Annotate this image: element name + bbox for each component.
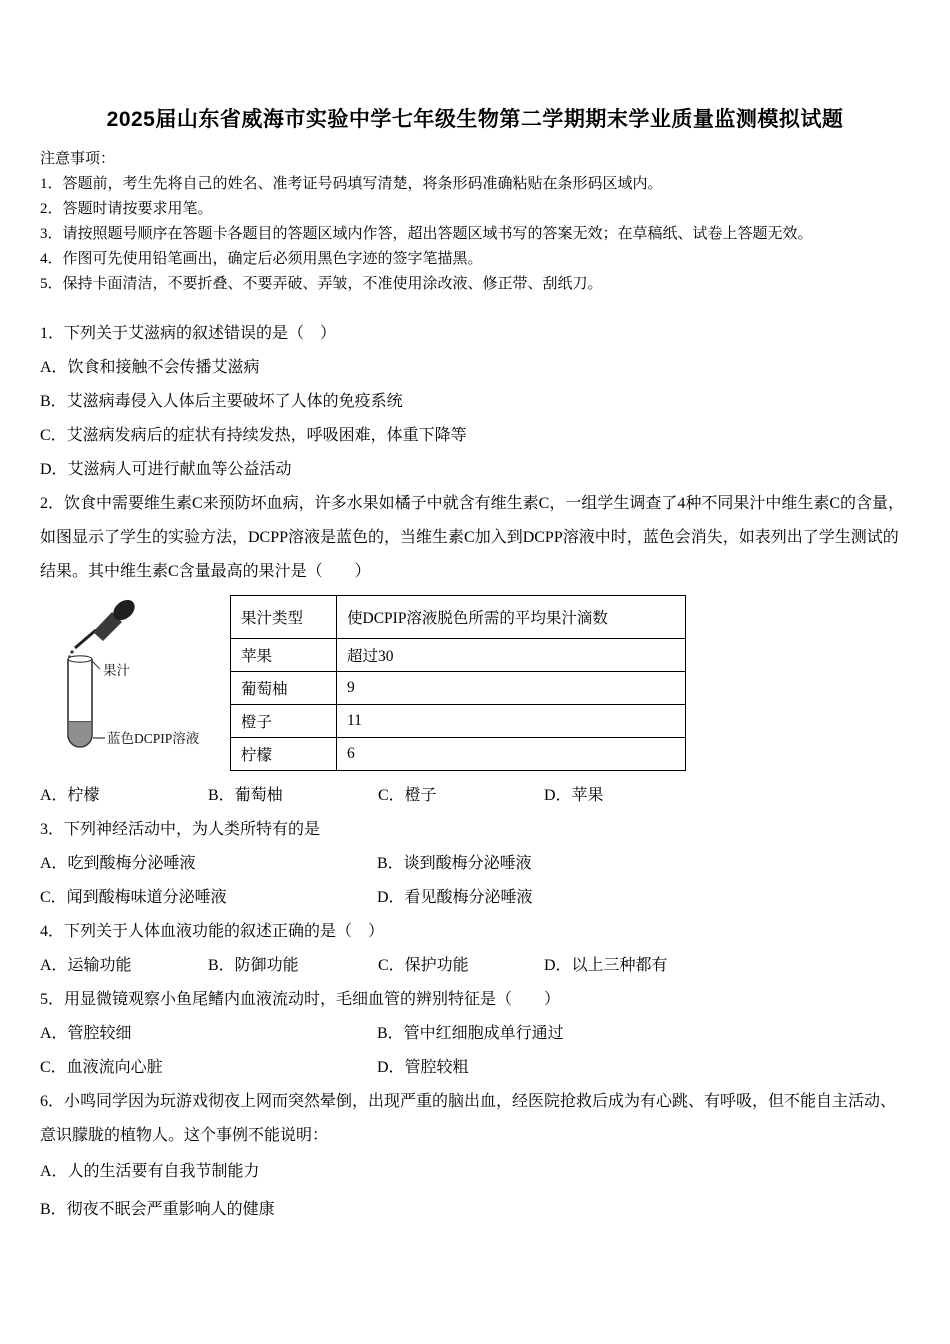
table-cell-drops: 9 — [337, 672, 686, 705]
table-header-row — [231, 596, 686, 639]
option-b: B．艾滋病毒侵入人体后主要破坏了人体的免疫系统 — [40, 393, 403, 410]
page-title: 2025届山东省威海市实验中学七年级生物第二学期期末学业质量监测模拟试题 — [106, 108, 844, 131]
table-header-drops: 使DCPIP溶液脱色所需的平均果汁滴数 — [337, 596, 686, 639]
notice-section — [40, 147, 910, 297]
juice-table — [230, 595, 686, 771]
table-cell-juice: 葡萄柚 — [231, 672, 337, 705]
notice-item: 4．作图可先使用铅笔画出，确定后必须用黑色字迹的签字笔描黑。 — [40, 251, 483, 267]
option-b: B．谈到酸梅分泌唾液 — [377, 855, 532, 872]
option-d: D．艾滋病人可进行献血等公益活动 — [40, 461, 292, 478]
table-cell-drops: 6 — [337, 738, 686, 771]
option-d: D．看见酸梅分泌唾液 — [377, 889, 533, 906]
question-5 — [40, 983, 910, 1085]
question-4 — [40, 915, 910, 983]
option-d: D．管腔较粗 — [377, 1059, 469, 1076]
options-row — [40, 1017, 910, 1085]
test-tube-icon — [68, 656, 92, 747]
table-cell-drops: 11 — [337, 705, 686, 738]
options-row — [40, 779, 910, 813]
table-row — [231, 672, 686, 705]
option-a: A．柠檬 — [40, 787, 100, 804]
question-3 — [40, 813, 910, 915]
option-c: C．血液流向心脏 — [40, 1059, 163, 1076]
option-d: D．以上三种都有 — [544, 957, 668, 974]
option-c: C．闻到酸梅味道分泌唾液 — [40, 889, 227, 906]
option-c: C．橙子 — [378, 787, 437, 804]
option-b: B．彻夜不眠会严重影响人的健康 — [40, 1201, 275, 1218]
option-a: A．人的生活要有自我节制能力 — [40, 1163, 260, 1180]
notice-heading: 注意事项： — [40, 151, 116, 167]
question-6 — [40, 1085, 910, 1229]
test-tube-apparatus-icon — [54, 595, 230, 765]
table-cell-juice: 柠檬 — [231, 738, 337, 771]
table-row — [231, 738, 686, 771]
option-c: C．保护功能 — [378, 957, 469, 974]
table-cell-drops: 超过30 — [337, 639, 686, 672]
notice-item: 5．保持卡面清洁，不要折叠、不要弄破、弄皱，不准使用涂改液、修正带、刮纸刀。 — [40, 276, 603, 292]
option-b: B．葡萄柚 — [208, 787, 283, 804]
question-2 — [40, 487, 910, 813]
table-cell-juice: 橙子 — [231, 705, 337, 738]
table-row — [231, 705, 686, 738]
question-text: 2．饮食中需要维生素C来预防坏血病，许多水果如橘子中就含有维生素C，一组学生调查了4种不同果汁中维生素C的含量，如图显示了学生的实验方法，DCPP溶液是蓝色的，当维生素C加入到DCPP溶液中时，蓝色会消失，如表列出了学生测试的结果。其中维生素C含量最高的果汁是（ ） — [40, 495, 905, 580]
question-text: 1．下列关于艾滋病的叙述错误的是（ ） — [40, 325, 337, 342]
question-list — [40, 317, 910, 1229]
notice-item: 1．答题前，考生先将自己的姓名、准考证号码填写清楚，将条形码准确粘贴在条形码区域内。 — [40, 176, 663, 192]
question-1 — [40, 317, 910, 487]
question-text: 4．下列关于人体血液功能的叙述正确的是（ ） — [40, 923, 385, 940]
notice-item: 2．答题时请按要求用笔。 — [40, 201, 213, 217]
option-a: A．管腔较细 — [40, 1025, 132, 1042]
dropper-icon — [68, 596, 138, 658]
table-header-juice-type: 果汁类型 — [231, 596, 337, 639]
apparatus-figure — [54, 595, 230, 765]
options-row — [40, 949, 910, 983]
option-b: B．防御功能 — [208, 957, 299, 974]
table-row — [231, 639, 686, 672]
option-c: C．艾滋病发病后的症状有持续发热，呼吸困难，体重下降等 — [40, 427, 467, 444]
option-a: A．吃到酸梅分泌唾液 — [40, 855, 196, 872]
table-cell-juice: 苹果 — [231, 639, 337, 672]
options-row — [40, 847, 910, 915]
juice-label: 果汁 — [103, 663, 130, 678]
option-d: D．苹果 — [544, 787, 604, 804]
dcpip-solution-label: 蓝色DCPIP溶液 — [107, 731, 200, 746]
options-list — [40, 1153, 910, 1229]
question-text: 5．用显微镜观察小鱼尾鳍内血液流动时，毛细血管的辨别特征是（ ） — [40, 991, 561, 1008]
notice-item: 3．请按照题号顺序在答题卡各题目的答题区域内作答，超出答题区域书写的答案无效；在草稿纸、试卷上答题无效。 — [40, 226, 813, 242]
option-a: A．运输功能 — [40, 957, 132, 974]
experiment-figure — [54, 595, 910, 771]
question-text: 3．下列神经活动中，为人类所特有的是 — [40, 821, 321, 838]
option-b: B．管中红细胞成单行通过 — [377, 1025, 564, 1042]
option-a: A．饮食和接触不会传播艾滋病 — [40, 359, 260, 376]
question-text: 6．小鸣同学因为玩游戏彻夜上网而突然晕倒，出现严重的脑出血，经医院抢救后成为有心跳、有呼吸，但不能自主活动、意识朦胧的植物人。这个事例不能说明： — [40, 1093, 897, 1144]
